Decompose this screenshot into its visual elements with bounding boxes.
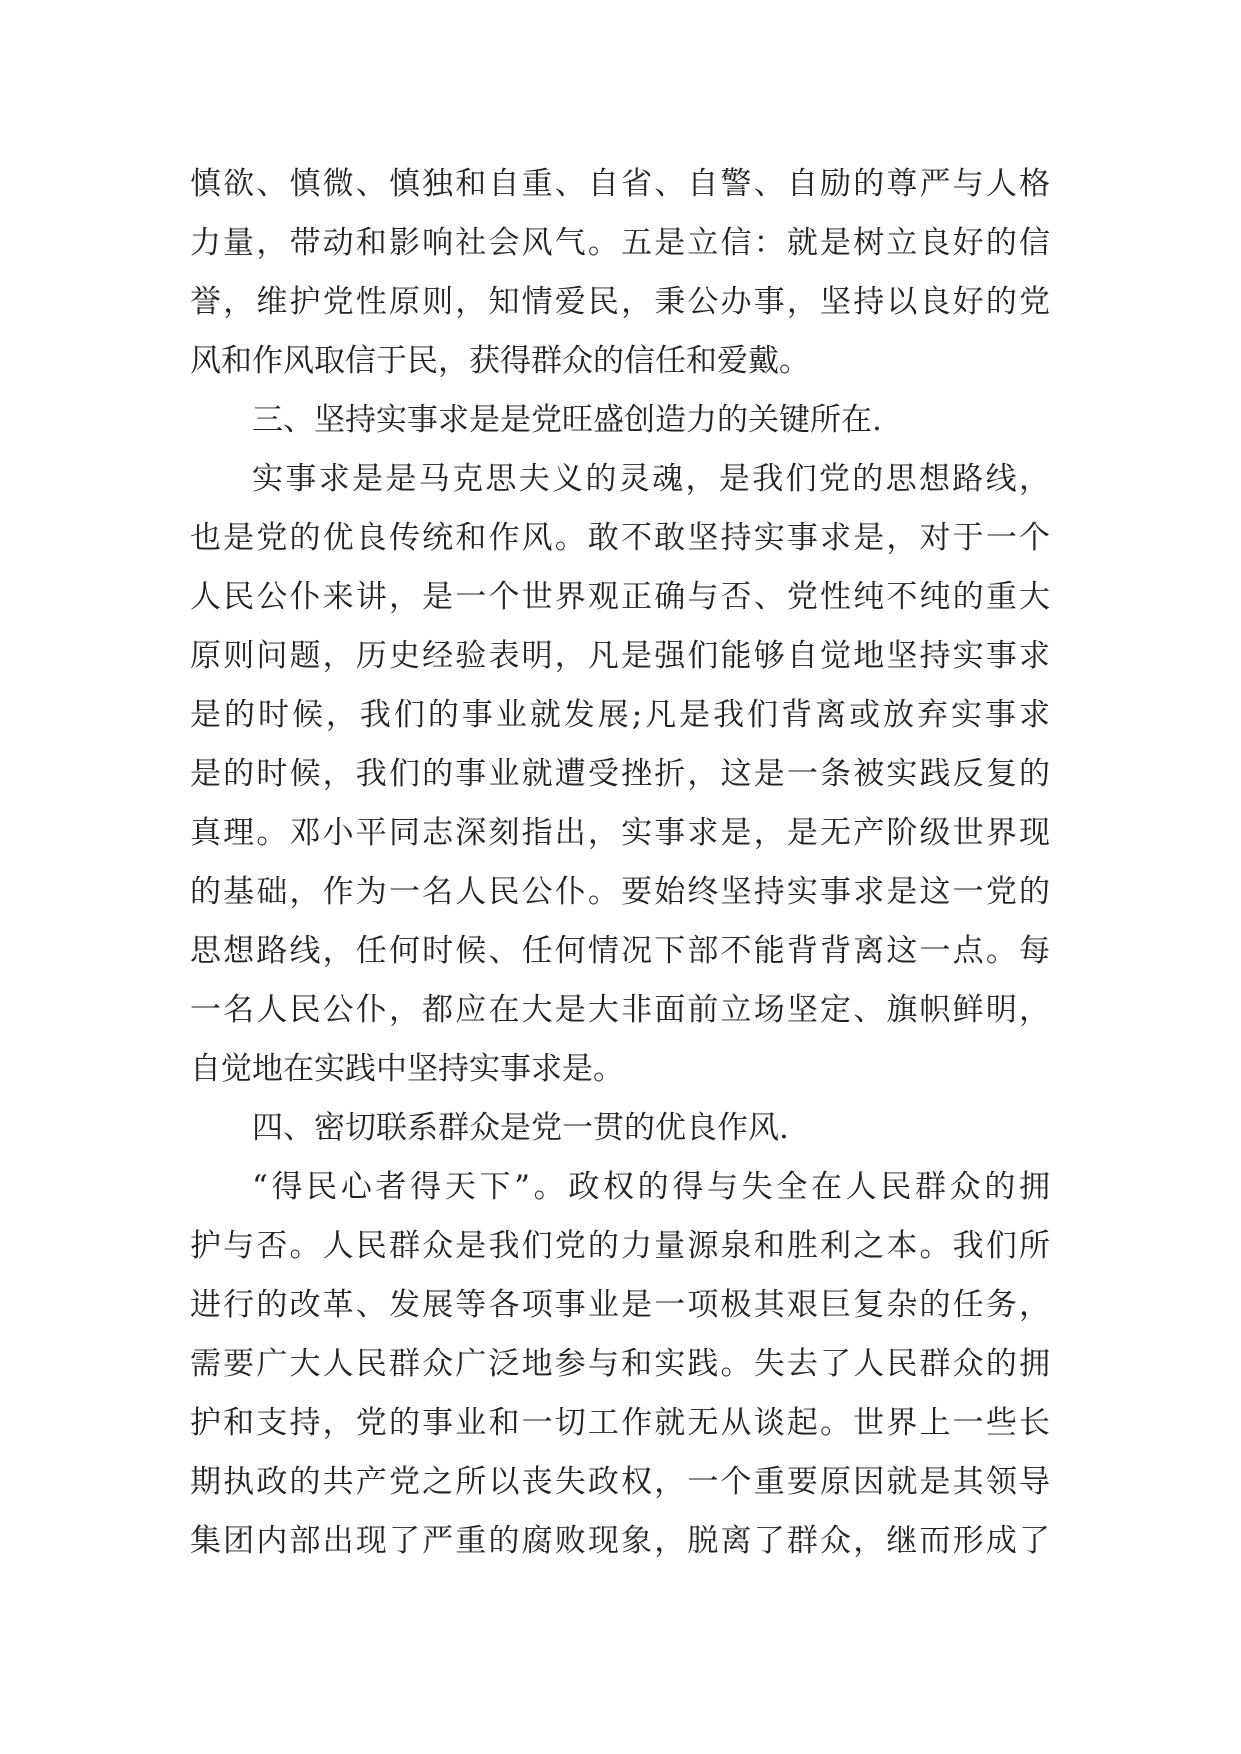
text-line: 思想路线，任何时候、任何情况下部不能背背离这一点。每 bbox=[190, 933, 1050, 969]
text-line: 自觉地在实践中坚持实事求是。 bbox=[190, 1051, 624, 1087]
text-line: 真理。邓小平同志深刻指出，实事求是，是无产阶级世界现 bbox=[190, 815, 1050, 851]
text-line: 进行的改革、发展等各项事业是一项极其艰巨复杂的任务， bbox=[190, 1287, 1050, 1323]
section-heading: 四、密切联系群众是党一贯的优良作风. bbox=[252, 1110, 789, 1146]
section-heading: 三、坚持实事求是是党旺盛创造力的关键所在. bbox=[252, 402, 882, 438]
text-line: 护和支持，党的事业和一切工作就无从谈起。世界上一些长 bbox=[190, 1405, 1050, 1441]
text-line: 需要广大人民群众广泛地参与和实践。失去了人民群众的拥 bbox=[190, 1346, 1050, 1382]
text-line: 护与否。人民群众是我们党的力量源泉和胜利之本。我们所 bbox=[190, 1228, 1050, 1264]
text-line: 是的时候，我们的事业就发展;凡是我们背离或放弃实事求 bbox=[190, 697, 1050, 733]
text-line: 集团内部出现了严重的腐败现象，脱离了群众，继而形成了 bbox=[190, 1523, 1050, 1559]
text-line: 誉，维护党性原则，知情爱民，秉公办事，坚持以良好的党 bbox=[190, 284, 1050, 320]
text-line: 风和作风取信于民，获得群众的信任和爱戴。 bbox=[190, 343, 810, 379]
document-body bbox=[190, 155, 1050, 1571]
text-line: “得民心者得天下”。政权的得与失全在人民群众的拥 bbox=[252, 1169, 1050, 1205]
text-line: 期执政的共产党之所以丧失政权，一个重要原因就是其领导 bbox=[190, 1464, 1050, 1500]
text-line: 人民公仆来讲，是一个世界观正确与否、党性纯不纯的重大 bbox=[190, 579, 1050, 615]
text-line: 力量，带动和影响社会风气。五是立信：就是树立良好的信 bbox=[190, 225, 1050, 261]
text-line: 的基础，作为一名人民公仆。要始终坚持实事求是这一党的 bbox=[190, 874, 1050, 910]
text-line: 是的时候，我们的事业就遭受挫折，这是一条被实践反复的 bbox=[190, 756, 1050, 792]
text-line: 一名人民公仆，都应在大是大非面前立场坚定、旗帜鲜明， bbox=[190, 992, 1050, 1028]
text-line: 慎欲、慎微、慎独和自重、自省、自警、自励的尊严与人格 bbox=[190, 166, 1050, 202]
text-line: 原则问题，历史经验表明，凡是强们能够自觉地坚持实事求 bbox=[190, 638, 1050, 674]
text-line: 实事求是是马克思夫义的灵魂，是我们党的思想路线， bbox=[252, 461, 1050, 497]
text-line: 也是党的优良传统和作风。敢不敢坚持实事求是，对于一个 bbox=[190, 520, 1050, 556]
